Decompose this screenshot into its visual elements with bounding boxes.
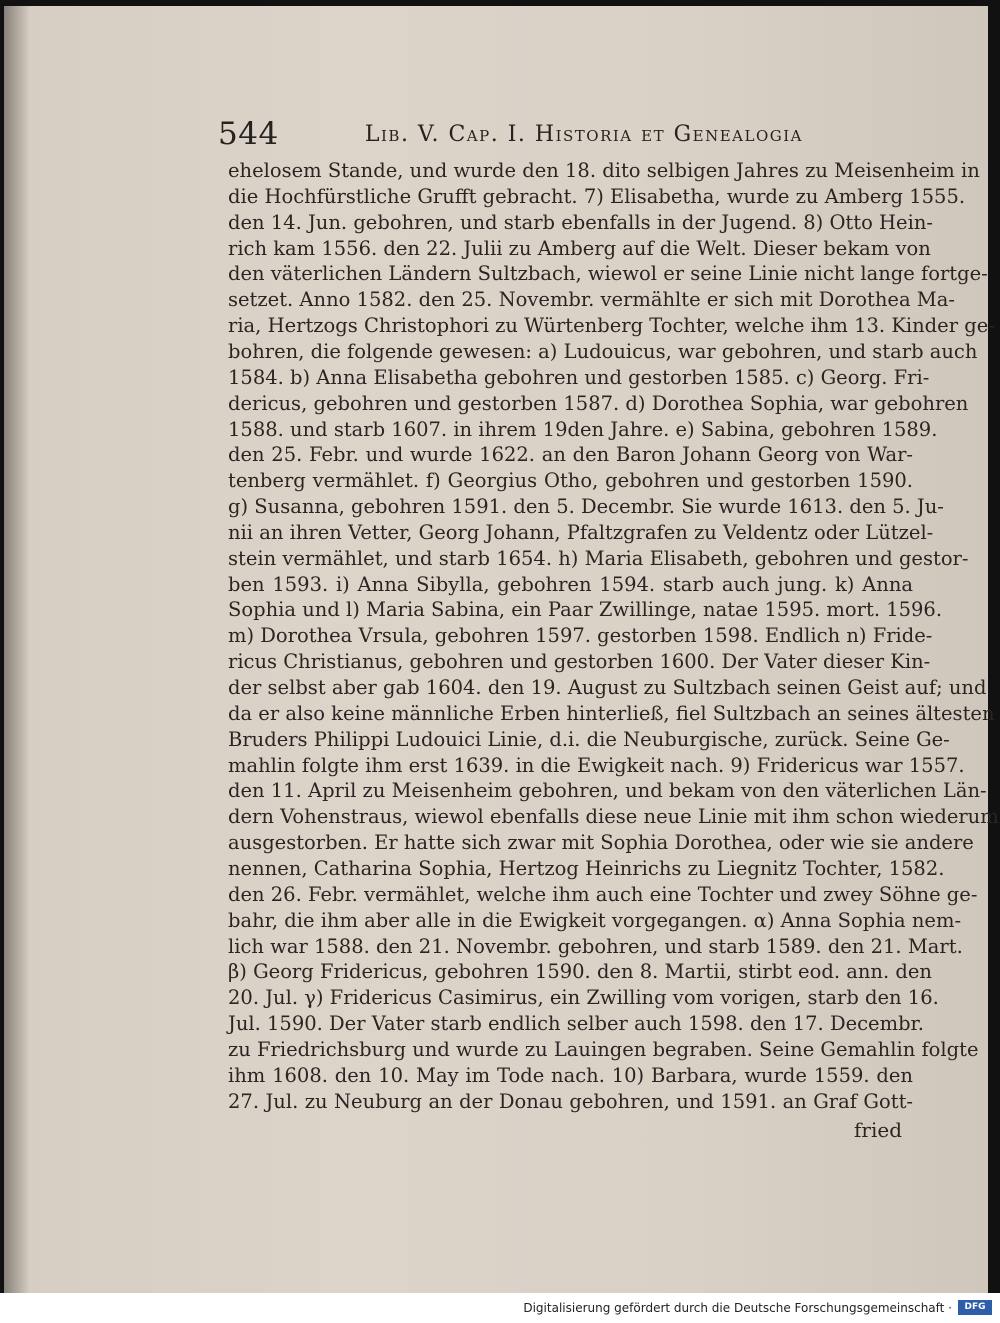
text-line: 20. Jul. γ) Fridericus Casimirus, ein Zwilling vom vorigen, starb den 16.	[228, 986, 939, 1010]
text-line: m) Dorothea Vrsula, gebohren 1597. gestorben 1598. Endlich n) Fride-	[228, 624, 933, 648]
text-line: Bruders Philippi Ludouici Linie, d.i. die Neuburgische, zurück. Seine Ge-	[228, 727, 950, 751]
text-line: 1588. und starb 1607. in ihrem 19den Jahre. e) Sabina, gebohren 1589.	[228, 417, 938, 441]
running-title: Lib. V. Cap. I. Historia et Genealogia	[364, 122, 803, 147]
catchword: fried	[854, 1118, 902, 1142]
text-line: die Hochfürstliche Grufft gebracht. 7) Elisabetha, wurde zu Amberg 1555.	[228, 184, 966, 208]
text-line: der selbst aber gab 1604. den 19. August zu Sultzbach seinen Geist auf; und	[228, 676, 987, 699]
text-line: ausgestorben. Er hatte sich zwar mit Sophia Dorothea, oder wie sie andere	[228, 831, 974, 855]
text-line: ria, Hertzogs Christophori zu Würtenberg Tochter, welche ihm 13. Kinder ge-	[228, 314, 995, 338]
book-page	[4, 6, 999, 1293]
dfg-logo: DFG	[958, 1300, 992, 1315]
page-header	[218, 116, 803, 152]
spine-shadow	[4, 6, 30, 1293]
text-line: Sophia und l) Maria Sabina, ein Paar Zwillinge, natae 1595. mort. 1596.	[228, 598, 943, 622]
text-line: ehelosem Stande, und wurde den 18. dito selbigen Jahres zu Meisenheim in	[228, 159, 980, 182]
text-line: da er also keine männliche Erben hinterließ, fiel Sultzbach an seines ältesten	[228, 701, 995, 725]
text-line: 27. Jul. zu Neuburg an der Donau gebohren, und 1591. an Graf Gott-	[228, 1089, 913, 1113]
text-line: lich war 1588. den 21. Novembr. gebohren, und starb 1589. den 21. Mart.	[228, 934, 963, 958]
footer-bar	[0, 1293, 1000, 1323]
page-number: 544	[218, 116, 279, 152]
text-line: mahlin folgte ihm erst 1639. in die Ewigkeit nach. 9) Fridericus war 1557.	[228, 753, 965, 777]
text-line: bohren, die folgende gewesen: a) Ludouicus, war gebohren, und starb auch	[228, 339, 978, 363]
text-line: zu Friedrichsburg und wurde zu Lauingen begraben. Seine Gemahlin folgte	[228, 1037, 979, 1061]
footer-note: Digitalisierung gefördert durch die Deutsche Forschungsgemeinschaft ·	[523, 1301, 952, 1315]
text-line: nennen, Catharina Sophia, Hertzog Heinrichs zu Liegnitz Tochter, 1582.	[228, 856, 945, 880]
text-line: den väterlichen Ländern Sultzbach, wiewol er seine Linie nicht lange fortge-	[228, 262, 988, 286]
text-line: bahr, die ihm aber alle in die Ewigkeit vorgegangen. α) Anna Sophia nem-	[228, 908, 962, 932]
text-line: 1584. b) Anna Elisabetha gebohren und gestorben 1585. c) Georg. Fri-	[228, 365, 930, 389]
text-line: setzet. Anno 1582. den 25. Novembr. vermählte er sich mit Dorothea Ma-	[228, 288, 955, 312]
text-line: rich kam 1556. den 22. Julii zu Amberg auf die Welt. Dieser bekam von	[228, 236, 931, 260]
text-line: Jul. 1590. Der Vater starb endlich selber auch 1598. den 17. Decembr.	[228, 1012, 924, 1036]
text-line: den 25. Febr. und wurde 1622. an den Baron Johann Georg von War-	[228, 443, 913, 467]
text-line: β) Georg Fridericus, gebohren 1590. den 8. Martii, stirbt eod. ann. den	[228, 960, 932, 984]
text-line: ricus Christianus, gebohren und gestorben 1600. Der Vater dieser Kin-	[228, 650, 931, 674]
text-line: dern Vohenstraus, wiewol ebenfalls diese neue Linie mit ihm schon wiederum	[228, 805, 999, 829]
text-line: den 14. Jun. gebohren, und starb ebenfalls in der Jugend. 8) Otto Hein-	[228, 210, 933, 234]
text-line: ihm 1608. den 10. May im Tode nach. 10) Barbara, wurde 1559. den	[228, 1063, 913, 1087]
text-line: den 11. April zu Meisenheim gebohren, und bekam von den väterlichen Län-	[228, 779, 987, 803]
text-line: den 26. Febr. vermählet, welche ihm auch eine Tochter und zwey Söhne ge-	[228, 882, 978, 906]
text-line: g) Susanna, gebohren 1591. den 5. Decembr. Sie wurde 1613. den 5. Ju-	[228, 495, 944, 519]
text-line: stein vermählet, und starb 1654. h) Maria Elisabeth, gebohren und gestor-	[228, 546, 969, 570]
text-line: dericus, gebohren und gestorben 1587. d) Dorothea Sophia, war gebohren	[228, 391, 969, 415]
text-line: ben 1593. i) Anna Sibylla, gebohren 1594. starb auch jung. k) Anna	[228, 572, 913, 596]
text-line: nii an ihren Vetter, Georg Johann, Pfaltzgrafen zu Veldentz oder Lützel-	[228, 520, 934, 544]
text-line: tenberg vermählet. f) Georgius Otho, gebohren und gestorben 1590.	[228, 469, 913, 493]
